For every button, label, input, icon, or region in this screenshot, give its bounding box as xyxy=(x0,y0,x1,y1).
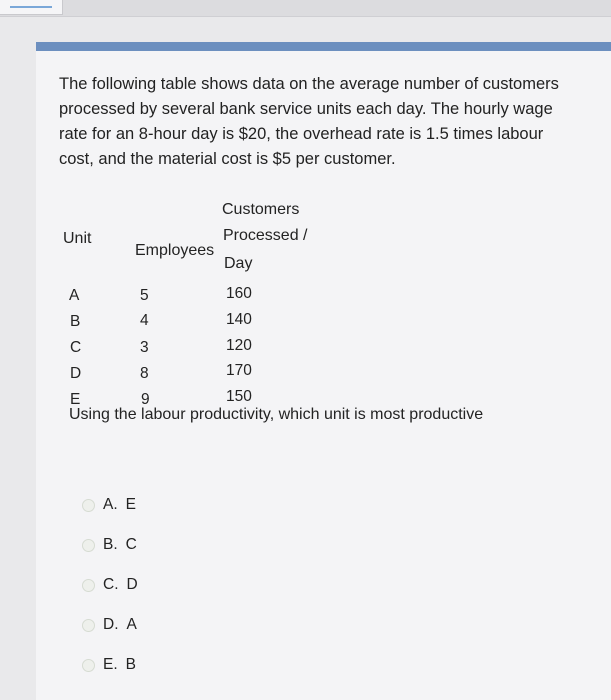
answer-option-d[interactable] xyxy=(82,615,137,635)
header-employees: Employees xyxy=(135,242,215,259)
question-card xyxy=(36,42,611,700)
table-cell-employees: 5 xyxy=(140,287,149,304)
option-text: B xyxy=(125,656,136,673)
answer-option-e[interactable] xyxy=(82,655,136,675)
answer-option-c[interactable] xyxy=(82,575,138,595)
table-cell-customers: 120 xyxy=(226,337,252,354)
answer-option-a[interactable] xyxy=(82,495,136,515)
answer-option-b[interactable] xyxy=(82,535,137,555)
option-text: C xyxy=(125,536,137,553)
table-cell-unit: A xyxy=(69,287,80,304)
option-letter: D. xyxy=(103,616,119,633)
question-line: cost, and the material cost is $5 per customer. xyxy=(59,150,396,168)
option-text: D xyxy=(126,576,138,593)
radio-button[interactable] xyxy=(82,619,95,632)
option-letter: A. xyxy=(103,496,118,513)
option-letter: E. xyxy=(103,656,118,673)
browser-tab[interactable] xyxy=(0,0,63,15)
table-cell-customers: 170 xyxy=(226,362,252,379)
question-text xyxy=(59,72,604,172)
table-cell-employees: 9 xyxy=(141,391,150,408)
question-line: rate for an 8-hour day is $20, the overhead rate is 1.5 times labour xyxy=(59,125,544,143)
radio-button[interactable] xyxy=(82,579,95,592)
top-toolbar-strip xyxy=(0,0,611,17)
table-cell-unit: B xyxy=(70,313,81,330)
option-letter: C. xyxy=(103,576,119,593)
table-cell-unit: C xyxy=(70,339,82,356)
option-text: A xyxy=(126,616,137,633)
table-cell-customers: 160 xyxy=(226,285,252,302)
table-cell-customers: 150 xyxy=(226,388,252,405)
question-prompt: Using the labour productivity, which unit is most productive xyxy=(69,406,484,423)
table-cell-employees: 4 xyxy=(140,312,149,329)
table-cell-employees: 3 xyxy=(140,339,149,356)
question-line: The following table shows data on the average number of customers xyxy=(59,75,559,93)
header-customers-line1: Customers xyxy=(222,201,300,218)
table-cell-unit: E xyxy=(70,391,81,408)
table-cell-customers: 140 xyxy=(226,311,252,328)
table-cell-employees: 8 xyxy=(140,365,149,382)
option-letter: B. xyxy=(103,536,118,553)
header-customers-line3: Day xyxy=(224,255,253,272)
option-text: E xyxy=(125,496,136,513)
header-unit: Unit xyxy=(63,230,92,247)
radio-button[interactable] xyxy=(82,499,95,512)
radio-button[interactable] xyxy=(82,659,95,672)
radio-button[interactable] xyxy=(82,539,95,552)
card-accent-bar xyxy=(36,42,611,51)
header-customers-line2: Processed / xyxy=(223,227,308,244)
table-cell-unit: D xyxy=(70,365,82,382)
question-line: processed by several bank service units each day. The hourly wage xyxy=(59,100,553,118)
